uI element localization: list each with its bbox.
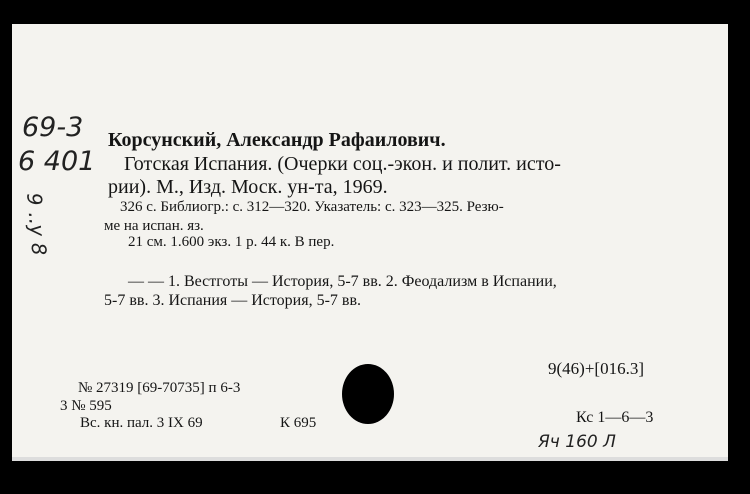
shelf-mark-bottom: 6 401 bbox=[18, 146, 96, 177]
author-heading: Корсунский, Александр Рафаилович. bbox=[108, 129, 446, 151]
publisher-line: Вс. кн. пал. 3 IX 69 bbox=[80, 415, 203, 431]
record-number-line: № 27319 [69-70735] п 6-3 bbox=[78, 380, 241, 396]
catalog-card bbox=[12, 24, 728, 461]
description-line-1: 326 с. Библиогр.: с. 312—320. Указатель: с. 323—325. Резю- bbox=[120, 199, 504, 215]
kc-code: Кс 1—6—3 bbox=[576, 409, 654, 426]
title-line-1: Готская Испания. (Очерки соц.-экон. и полит. исто- bbox=[124, 153, 561, 175]
subjects-line-1: — — 1. Вестготы — История, 5-7 вв. 2. Феодализм в Испании, bbox=[128, 273, 557, 290]
classification-index: 9(46)+[016.3] bbox=[548, 359, 644, 378]
shelf-mark-top: 69-3 bbox=[22, 112, 84, 143]
description-line-2: ме на испан. яз. bbox=[104, 218, 204, 234]
k-number: К 695 bbox=[280, 415, 317, 431]
margin-mark: 9 ..y 8 bbox=[22, 191, 52, 257]
title-line-2: рии). М., Изд. Моск. ун-та, 1969. bbox=[108, 176, 388, 198]
subjects-line-2: 5-7 вв. 3. Испания — История, 5-7 вв. bbox=[104, 292, 362, 309]
handwritten-note-bottom: Яч 160 Л bbox=[538, 432, 616, 452]
description-line-3: 21 см. 1.600 экз. 1 р. 44 к. В пер. bbox=[128, 234, 335, 250]
copy-count-line: 3 № 595 bbox=[60, 398, 112, 414]
punch-hole bbox=[342, 364, 394, 424]
card-bottom-edge bbox=[12, 457, 728, 461]
